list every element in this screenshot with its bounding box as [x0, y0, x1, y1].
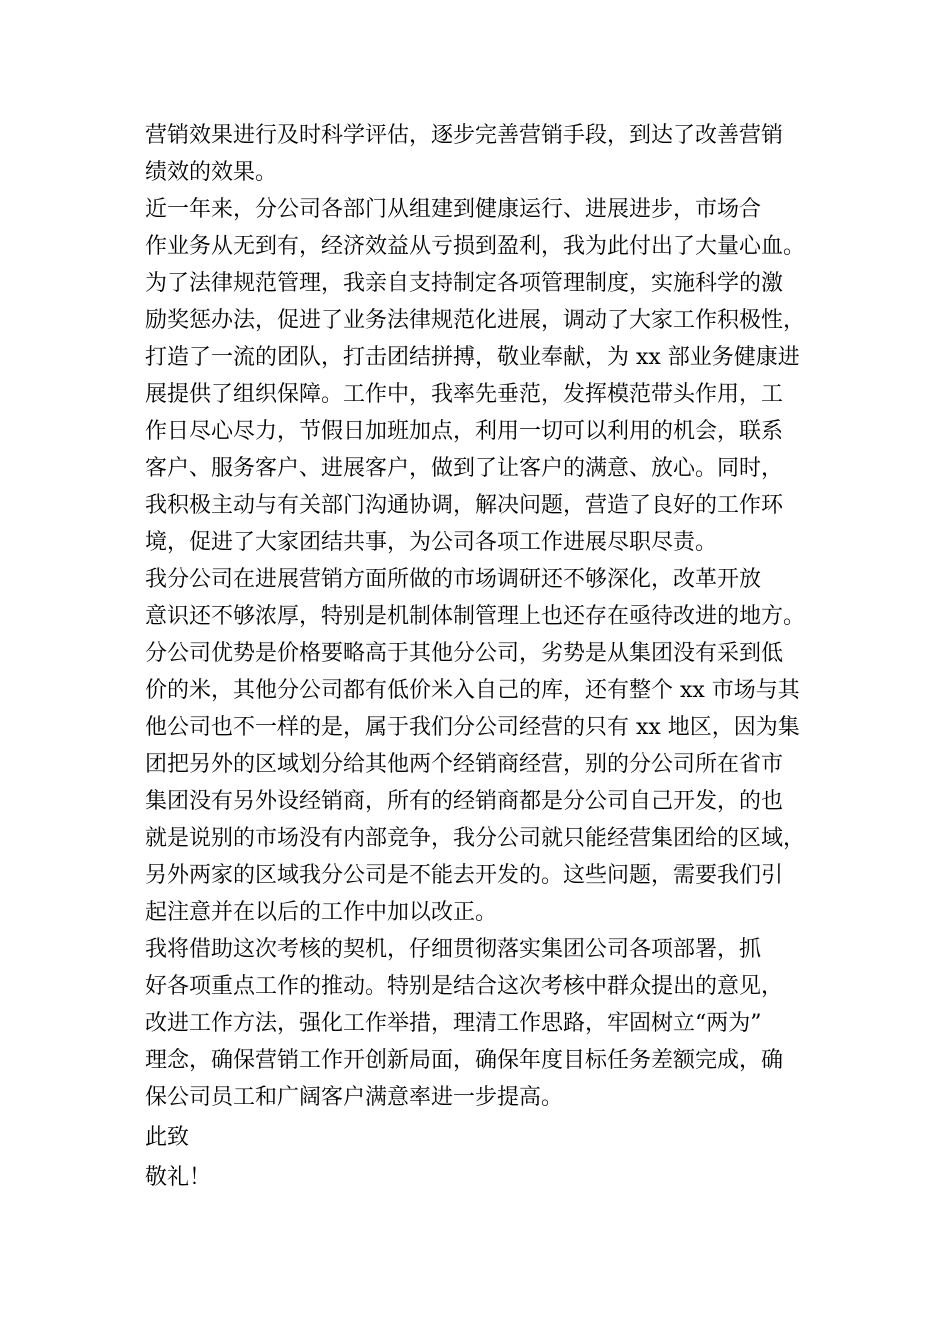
- text-line: 就是说别的市场没有内部竞争，我分公司就只能经营集团给的区域，: [145, 826, 806, 851]
- text-line: 价的米，其他分公司都有低价米入自己的库，还有整个 xx 市场与其: [145, 678, 800, 703]
- text-line: 营销效果进行及时科学评估，逐步完善营销手段，到达了改善营销: [145, 123, 784, 148]
- text-line: 打造了一流的团队，打击团结拼搏，敬业奉献，为 xx 部业务健康进: [145, 345, 800, 370]
- text-line: 近一年来，分公司各部门从组建到健康运行、进展进步，市场合: [145, 197, 762, 222]
- text-line: 起注意并在以后的工作中加以改正。: [145, 900, 498, 925]
- text-line: 作日尽心尽力，节假日加班加点，利用一切可以利用的机会，联系: [145, 419, 784, 444]
- text-line: 他公司也不一样的是，属于我们分公司经营的只有 xx 地区，因为集: [145, 715, 800, 740]
- text-line: 团把另外的区域划分给其他两个经销商经营，别的分公司所在省市: [145, 752, 784, 777]
- text-line: 集团没有另外设经销商，所有的经销商都是分公司自己开发，的也: [145, 789, 784, 814]
- text-line: 好各项重点工作的推动。特别是结合这次考核中群众提出的意见，: [145, 974, 784, 999]
- text-line: 作业务从无到有，经济效益从亏损到盈利，我为此付出了大量心血。: [145, 234, 806, 259]
- text-line: 保公司员工和广阔客户满意率进一步提高。: [145, 1085, 564, 1110]
- salutation-line: 敬礼！: [145, 1165, 212, 1190]
- text-line: 绩效的效果。: [145, 160, 278, 185]
- text-line: 境，促进了大家团结共事，为公司各项工作进展尽职尽责。: [145, 530, 718, 555]
- text-line: 客户、服务客户、进展客户，做到了让客户的满意、放心。同时，: [145, 456, 784, 481]
- closing-line: 此致: [145, 1125, 190, 1150]
- text-line: 励奖惩办法，促进了业务法律规范化进展，调动了大家工作积极性，: [145, 308, 806, 333]
- text-line: 展提供了组织保障。工作中，我率先垂范，发挥模范带头作用，工: [145, 382, 784, 407]
- text-line: 理念，确保营销工作开创新局面，确保年度目标任务差额完成，确: [145, 1048, 784, 1073]
- text-line: 为了法律规范管理，我亲自支持制定各项管理制度，实施科学的激: [145, 271, 784, 296]
- text-line: 我积极主动与有关部门沟通协调，解决问题，营造了良好的工作环: [145, 493, 784, 518]
- text-line: 意识还不够浓厚，特别是机制体制管理上也还存在亟待改进的地方。: [145, 604, 806, 629]
- text-line: 分公司优势是价格要略高于其他分公司，劣势是从集团没有采到低: [145, 641, 784, 666]
- text-line: 我分公司在进展营销方面所做的市场调研还不够深化，改革开放: [145, 567, 762, 592]
- text-line: 改进工作方法，强化工作举措，理清工作思路，牢固树立“两为”: [145, 1011, 762, 1036]
- text-line: 另外两家的区域我分公司是不能去开发的。这些问题，需要我们引: [145, 863, 784, 888]
- text-line: 我将借助这次考核的契机，仔细贯彻落实集团公司各项部署，抓: [145, 937, 762, 962]
